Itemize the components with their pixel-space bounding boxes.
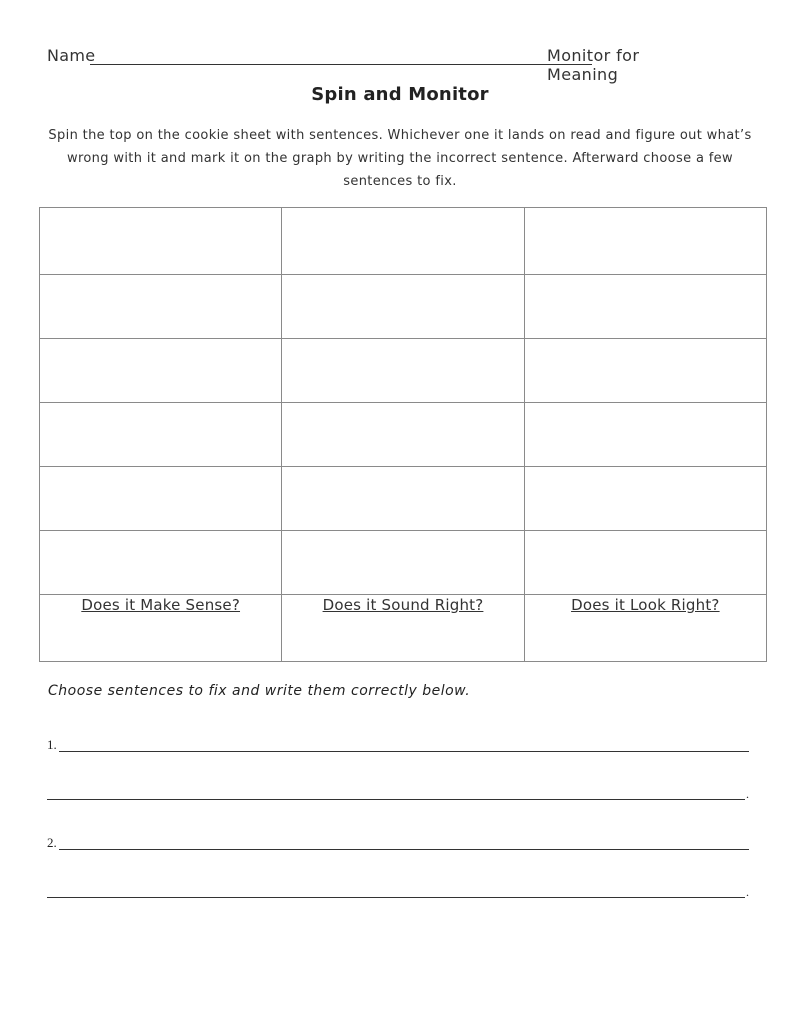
graph-cell[interactable] xyxy=(282,531,524,595)
graph-cell[interactable] xyxy=(40,275,282,339)
answer-line-2a[interactable] xyxy=(59,849,749,850)
graph-row xyxy=(40,531,767,595)
column-header-cell xyxy=(282,595,524,662)
graph-row xyxy=(40,403,767,467)
graph-cell[interactable] xyxy=(40,467,282,531)
graph-row xyxy=(40,275,767,339)
name-row xyxy=(47,44,711,84)
fix-prompt: Choose sentences to fix and write them correctly below. xyxy=(48,683,471,699)
graph-cell[interactable] xyxy=(524,339,766,403)
column-header-cell xyxy=(40,595,282,662)
graph-cell[interactable] xyxy=(524,275,766,339)
item-number-2: 2. xyxy=(47,835,57,850)
graph-cell[interactable] xyxy=(524,531,766,595)
answer-line-1a[interactable] xyxy=(59,751,749,752)
graph-row xyxy=(40,467,767,531)
graph-cell[interactable] xyxy=(282,275,524,339)
end-mark-2: . xyxy=(746,885,749,899)
column-header-sound-right: Does it Sound Right? xyxy=(322,596,484,614)
graph-cell[interactable] xyxy=(282,403,524,467)
graph-cell[interactable] xyxy=(524,403,766,467)
column-header-look-right: Does it Look Right? xyxy=(571,596,720,614)
graph-cell[interactable] xyxy=(282,208,524,275)
end-mark-1: . xyxy=(746,787,749,801)
graph-cell[interactable] xyxy=(40,208,282,275)
column-header-cell xyxy=(524,595,766,662)
name-input-line[interactable] xyxy=(90,64,592,65)
graph-cell[interactable] xyxy=(40,531,282,595)
graph-row xyxy=(40,208,767,275)
answer-line-2b[interactable] xyxy=(47,897,745,898)
subject-label: Monitor for Meaning xyxy=(547,46,640,84)
graph-cell[interactable] xyxy=(282,339,524,403)
page-title: Spin and Monitor xyxy=(311,84,489,105)
graph-header-row xyxy=(40,595,767,662)
answer-line-1b[interactable] xyxy=(47,799,745,800)
graph-cell[interactable] xyxy=(524,208,766,275)
instructions-text: Spin the top on the cookie sheet with sentences. Whichever one it lands on read and figure out what’s wrong with it and mark it on the graph by writing the incorrect sentence. Afterward choose a few sentences to fix. xyxy=(48,128,752,189)
item-number-1: 1. xyxy=(47,737,57,752)
graph-cell[interactable] xyxy=(524,467,766,531)
column-header-make-sense: Does it Make Sense? xyxy=(81,596,241,614)
graph-cell[interactable] xyxy=(40,339,282,403)
graph-row xyxy=(40,339,767,403)
monitor-graph xyxy=(39,207,767,662)
name-label: Name xyxy=(47,46,96,65)
graph-cell[interactable] xyxy=(282,467,524,531)
graph-cell[interactable] xyxy=(40,403,282,467)
